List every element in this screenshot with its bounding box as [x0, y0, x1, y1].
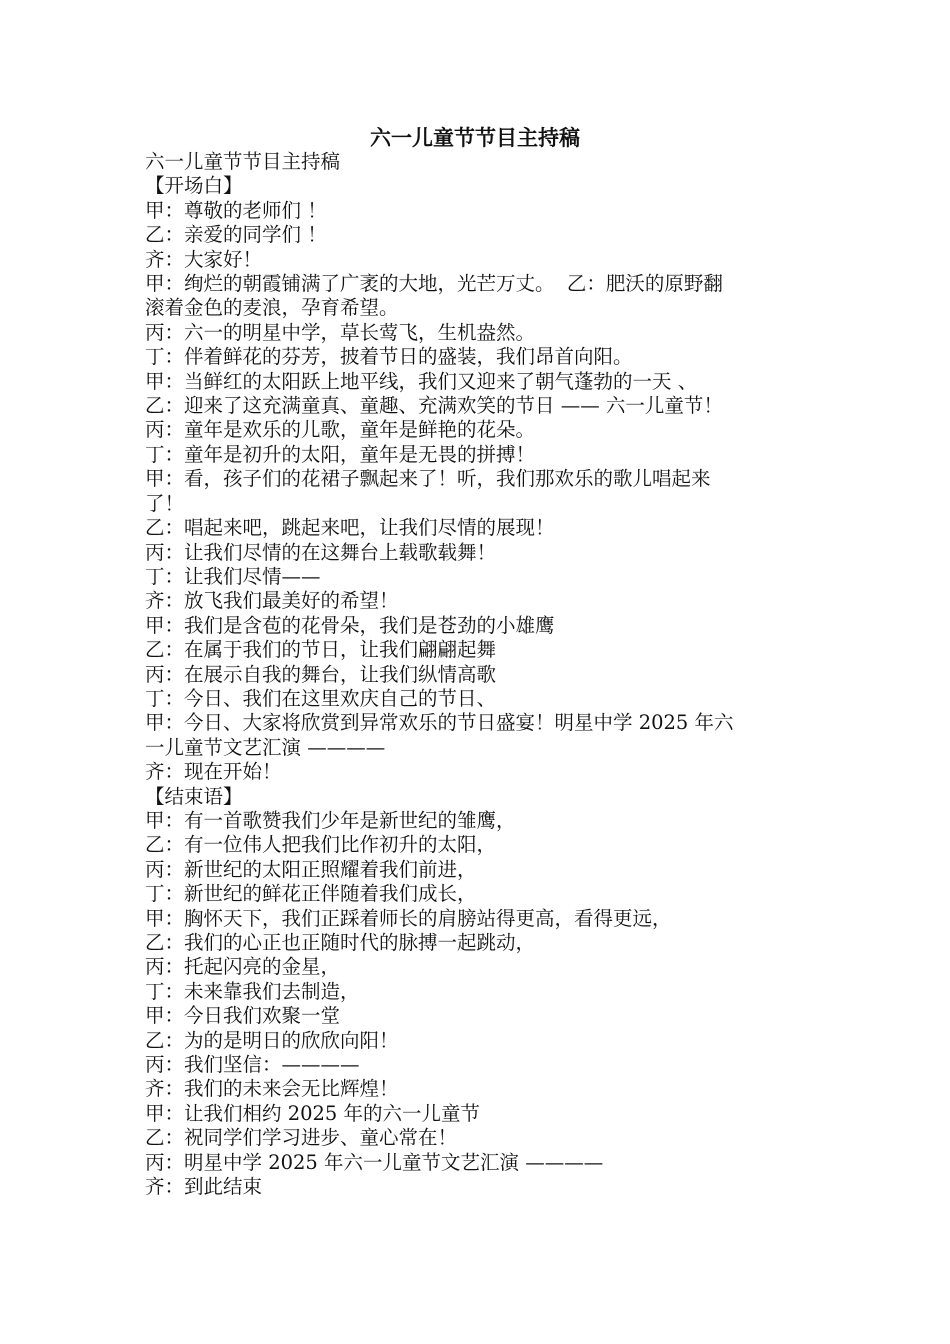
- text-line: 齐：我们的未来会无比辉煌！: [145, 1077, 399, 1101]
- text-line: 丁：未来靠我们去制造，: [145, 979, 360, 1003]
- text-line: 丙：让我们尽情的在这舞台上载歌载舞！: [145, 540, 497, 564]
- text-line: 乙：迎来了这充满童真、童趣、充满欢笑的节日 —— 六一儿童节！: [145, 394, 723, 418]
- text-line: 丁：童年是初升的太阳，童年是无畏的拼搏！: [145, 442, 536, 466]
- text-line: 齐：大家好！: [145, 247, 263, 271]
- text-line: 齐：现在开始！: [145, 760, 282, 784]
- text-line: 丙：在展示自我的舞台，让我们纵情高歌: [145, 662, 497, 686]
- text-line: 丙：托起闪亮的金星，: [145, 955, 341, 979]
- text-line: 丙：新世纪的太阳正照耀着我们前进，: [145, 857, 477, 881]
- text-line: 【结束语】: [145, 784, 243, 808]
- document-title: 六一儿童节节目主持稿: [370, 126, 580, 150]
- text-line: 甲：我们是含苞的花骨朵，我们是苍劲的小雄鹰: [145, 613, 555, 637]
- text-line: 了！: [145, 491, 185, 515]
- text-line: 【开场白】: [145, 174, 243, 198]
- text-line: 甲：看，孩子们的花裙子飘起来了！听，我们那欢乐的歌儿唱起来: [145, 467, 711, 491]
- text-line: 乙：祝同学们学习进步、童心常在！: [145, 1126, 458, 1150]
- text-line: 甲：尊敬的老师们 ！: [145, 198, 327, 222]
- text-line: 甲：有一首歌赞我们少年是新世纪的雏鹰，: [145, 808, 516, 832]
- text-line: 丁：让我们尽情——: [145, 564, 321, 588]
- text-line: 丁：伴着鲜花的芬芳，披着节日的盛装，我们昂首向阳。: [145, 345, 633, 369]
- text-line: 乙：唱起来吧，跳起来吧，让我们尽情的展现！: [145, 516, 555, 540]
- text-line: 齐：放飞我们最美好的希望！: [145, 589, 399, 613]
- text-line: 丙：明星中学 2025 年六一儿童节文艺汇演 ————: [145, 1150, 604, 1174]
- document-body: [145, 150, 815, 1199]
- text-line: 丙：六一的明星中学，草长莺飞，生机盎然。: [145, 320, 536, 344]
- text-line: 丁：今日、我们在这里欢庆自己的节日、: [145, 686, 497, 710]
- text-line: 乙：我们的心正也正随时代的脉搏一起跳动，: [145, 931, 536, 954]
- text-line: 乙：亲爱的同学们 ！: [145, 223, 327, 247]
- text-line: 乙：为的是明日的欣欣向阳！: [145, 1028, 399, 1052]
- text-line: 齐：到此结束: [145, 1175, 263, 1199]
- text-line: 乙：有一位伟人把我们比作初升的太阳，: [145, 833, 497, 857]
- text-line: 丙：我们坚信：————: [145, 1053, 360, 1077]
- text-line: 甲：让我们相约 2025 年的六一儿童节: [145, 1101, 481, 1125]
- text-line: 甲：绚烂的朝霞铺满了广袤的大地，光芒万丈。 乙：肥沃的原野翻: [145, 272, 723, 296]
- text-line: 丁：新世纪的鲜花正伴随着我们成长，: [145, 882, 477, 906]
- text-line: 一儿童节文艺汇演 ————: [145, 735, 386, 759]
- text-line: 甲：当鲜红的太阳跃上地平线，我们又迎来了朝气蓬勃的一天 、: [145, 369, 698, 393]
- text-line: 甲：今日、大家将欣赏到异常欢乐的节日盛宴！明星中学 2025 年六: [145, 711, 734, 735]
- text-line: 乙：在属于我们的节日，让我们翩翩起舞: [145, 638, 497, 662]
- text-line: 六一儿童节节目主持稿: [145, 150, 341, 173]
- text-line: 丙：童年是欢乐的儿歌，童年是鲜艳的花朵。: [145, 418, 536, 442]
- text-line: 甲：胸怀天下，我们正踩着师长的肩膀站得更高，看得更远，: [145, 906, 672, 930]
- text-line: 滚着金色的麦浪，孕育希望。: [145, 296, 399, 320]
- text-line: 甲：今日我们欢聚一堂: [145, 1004, 341, 1028]
